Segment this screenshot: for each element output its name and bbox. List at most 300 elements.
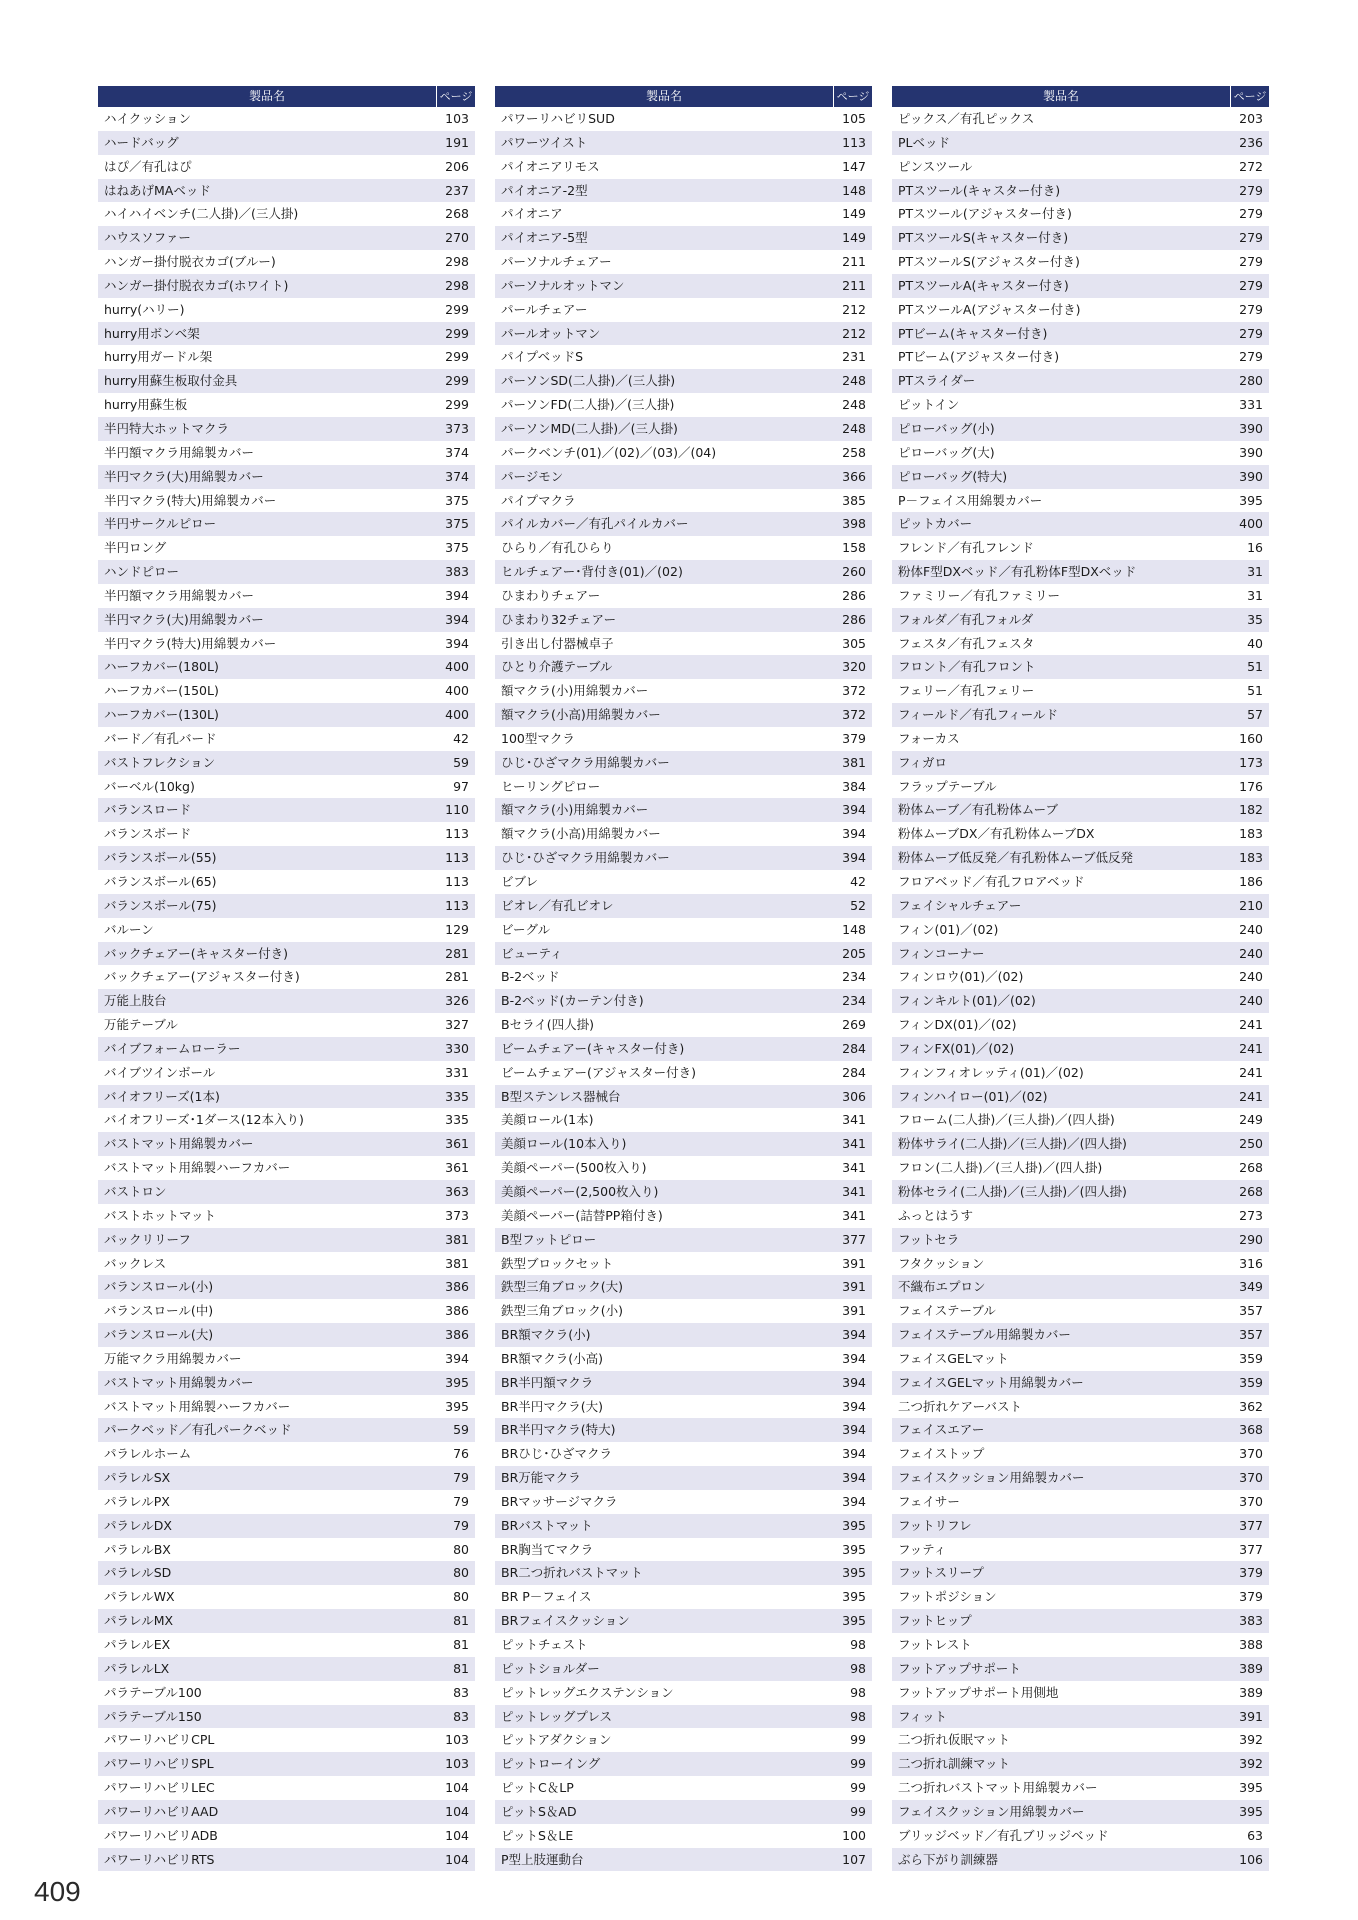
product-name: ピットショルダー <box>501 1660 600 1676</box>
product-name: ハンドピロー <box>104 564 180 580</box>
table-row <box>98 1371 475 1395</box>
product-name: B型フットピロー <box>501 1231 597 1247</box>
product-name: 美顔ペーパー(2,500枚入り) <box>501 1183 659 1199</box>
product-name: フェイシャルチェアー <box>898 897 1022 913</box>
table-row <box>98 1180 475 1204</box>
product-name: ビオレ／有孔ビオレ <box>501 897 614 913</box>
table-row <box>495 965 872 989</box>
table-row <box>892 536 1269 560</box>
page-ref: 272 <box>1239 158 1263 174</box>
product-name: 半円マクラ(特大)用綿製カバー <box>104 492 277 508</box>
table-row <box>892 1061 1269 1085</box>
product-name: ピローバッグ(特大) <box>898 468 1008 484</box>
page-ref: 79 <box>453 1470 469 1486</box>
page-ref: 389 <box>1239 1660 1263 1676</box>
page-ref: 234 <box>842 969 866 985</box>
table-row <box>98 107 475 131</box>
product-name: フィット <box>898 1708 948 1724</box>
page-ref: 394 <box>842 826 866 842</box>
table-row <box>98 393 475 417</box>
product-name: フェイスGELマット <box>898 1350 1009 1366</box>
product-name: BR二つ折れバストマット <box>501 1565 643 1581</box>
table-row <box>98 632 475 656</box>
product-name: パイオニア <box>501 206 563 222</box>
product-name: 美顔ペーパー(詰替PP箱付き) <box>501 1207 663 1223</box>
product-name: パイルカバー／有孔パイルカバー <box>501 516 689 532</box>
product-name: フィガロ <box>898 754 948 770</box>
page-ref: 394 <box>842 802 866 818</box>
table-row <box>892 1490 1269 1514</box>
product-name: フェイステーブル <box>898 1303 996 1319</box>
product-name: フットアップサポート <box>898 1660 1021 1676</box>
page-ref: 299 <box>445 373 469 389</box>
product-name: 二つ折れバストマット用綿製カバー <box>898 1780 1098 1796</box>
table-row <box>495 274 872 298</box>
page-ref: 98 <box>850 1637 866 1652</box>
page-ref: 395 <box>842 1541 866 1557</box>
table-row <box>98 179 475 203</box>
page-ref: 279 <box>1239 182 1263 198</box>
product-name: BR半円マクラ(大) <box>501 1398 604 1414</box>
page-ref: 103 <box>445 111 469 126</box>
page-ref: 212 <box>842 301 866 317</box>
table-row <box>892 989 1269 1013</box>
page-ref: 240 <box>1239 993 1263 1009</box>
table-row <box>892 345 1269 369</box>
page-ref: 113 <box>445 826 469 842</box>
table-row <box>98 1657 475 1681</box>
page-ref: 149 <box>842 206 866 222</box>
table-row <box>495 131 872 155</box>
table-row <box>495 1275 872 1299</box>
table-row <box>892 1705 1269 1729</box>
product-name: ピットアダクション <box>501 1732 612 1748</box>
table-row <box>98 202 475 226</box>
table-row <box>495 703 872 727</box>
page-ref: 306 <box>842 1088 866 1104</box>
page-ref: 241 <box>1239 1088 1263 1104</box>
page-ref: 298 <box>445 254 469 270</box>
page-ref: 374 <box>445 468 469 484</box>
table-row <box>892 1132 1269 1156</box>
page-ref: 80 <box>453 1589 469 1605</box>
product-name: バストフレクション <box>104 754 216 770</box>
page-ref: 400 <box>445 707 469 723</box>
table-row <box>892 1371 1269 1395</box>
product-name: ハンガー掛付脱衣カゴ(ホワイト) <box>104 277 289 293</box>
table-row <box>98 1681 475 1705</box>
page-ref: 279 <box>1239 206 1263 222</box>
product-name: 額マクラ(小)用綿製カバー <box>501 802 649 818</box>
product-name: ブリッジベッド／有孔ブリッジベッド <box>898 1827 1109 1843</box>
table-row <box>495 1061 872 1085</box>
page-ref: 398 <box>842 516 866 532</box>
page-ref: 305 <box>842 635 866 651</box>
table-row <box>892 1108 1269 1132</box>
product-name: Bセライ(四人掛) <box>501 1017 594 1033</box>
page-ref: 104 <box>445 1851 469 1867</box>
page-ref: 375 <box>445 516 469 532</box>
product-name: 引き出し付器械卓子 <box>501 635 614 651</box>
page-ref: 52 <box>850 897 866 913</box>
table-row <box>495 1752 872 1776</box>
product-name: フローム(二人掛)／(三人掛)／(四人掛) <box>898 1112 1115 1128</box>
product-name: PTスツールA(アジャスター付き) <box>898 301 1081 317</box>
table-row <box>495 1228 872 1252</box>
product-name: フェイストップ <box>898 1446 985 1462</box>
table-row <box>495 1252 872 1276</box>
table-row <box>892 489 1269 513</box>
table-row <box>892 751 1269 775</box>
product-name: バストマット用綿製ハーフカバー <box>104 1160 291 1176</box>
header-product-name: 製品名 <box>1042 89 1079 103</box>
product-name: 半円マクラ(大)用綿製カバー <box>104 611 264 627</box>
product-name: バックレス <box>104 1255 167 1271</box>
product-name: フェイスクッション用綿製カバー <box>898 1470 1085 1486</box>
product-index-column-1 <box>98 86 475 1871</box>
page-ref: 394 <box>842 1493 866 1509</box>
page-ref: 81 <box>453 1613 469 1629</box>
table-row <box>892 584 1269 608</box>
page-ref: 374 <box>445 444 469 460</box>
page-ref: 341 <box>842 1207 866 1223</box>
product-name: バランスロール(大) <box>104 1327 214 1343</box>
page-ref: 211 <box>842 254 866 270</box>
page-ref: 42 <box>453 730 469 746</box>
page-ref: 35 <box>1247 611 1263 627</box>
table-row <box>495 1156 872 1180</box>
table-row <box>98 1204 475 1228</box>
table-row <box>892 1776 1269 1800</box>
page-ref: 320 <box>842 659 866 675</box>
product-name: バルーン <box>104 921 154 937</box>
product-name: PTビーム(キャスター付き) <box>898 325 1048 341</box>
product-name: BRバストマット <box>501 1517 593 1533</box>
page-ref: 231 <box>842 349 866 365</box>
table-row <box>495 250 872 274</box>
page-ref: 286 <box>842 587 866 603</box>
table-row <box>495 1705 872 1729</box>
page-ref: 284 <box>842 1064 866 1080</box>
page-ref: 191 <box>445 134 469 150</box>
table-row <box>892 1609 1269 1633</box>
product-name: パーソナルオットマン <box>501 277 625 293</box>
page-ref: 83 <box>453 1684 469 1700</box>
page-ref: 368 <box>1239 1422 1263 1438</box>
page-ref: 299 <box>445 301 469 317</box>
table-row <box>892 822 1269 846</box>
product-name: パージモン <box>501 468 564 484</box>
product-name: フェリー／有孔フェリー <box>898 683 1035 699</box>
page-ref: 281 <box>445 945 469 961</box>
page-ref: 31 <box>1247 564 1263 580</box>
product-name: はぴ／有孔はぴ <box>104 158 192 174</box>
page-ref: 63 <box>1247 1827 1263 1843</box>
product-name: 半円額マクラ用綿製カバー <box>104 444 255 460</box>
product-name: ピットローイング <box>501 1756 601 1772</box>
product-name: バストマット用綿製ハーフカバー <box>104 1398 291 1414</box>
table-row <box>892 846 1269 870</box>
product-name: パーソンMD(二人掛)／(三人掛) <box>501 420 678 436</box>
table-row <box>495 1609 872 1633</box>
page-ref: 331 <box>445 1064 469 1080</box>
product-name: ピットカバー <box>898 516 973 532</box>
table-row <box>98 1466 475 1490</box>
page-ref: 394 <box>445 587 469 603</box>
table-row <box>98 942 475 966</box>
product-name: パラレルSD <box>104 1565 172 1581</box>
product-name: ピローバッグ(大) <box>898 444 995 460</box>
table-row <box>892 1085 1269 1109</box>
table-row <box>98 727 475 751</box>
product-name: ひらり／有孔ひらり <box>501 540 614 556</box>
page-ref: 129 <box>445 921 469 937</box>
table-row <box>495 798 872 822</box>
page-ref: 268 <box>445 206 469 222</box>
product-name: パワーリハビリSPL <box>104 1756 214 1772</box>
page-ref: 362 <box>1239 1398 1263 1414</box>
table-row <box>495 1395 872 1419</box>
table-row <box>495 322 872 346</box>
page-ref: 390 <box>1239 444 1263 460</box>
page-ref: 107 <box>842 1851 866 1867</box>
table-row <box>98 894 475 918</box>
page-ref: 147 <box>842 158 866 174</box>
product-name: パーソナルチェアー <box>501 254 612 270</box>
page-ref: 80 <box>453 1541 469 1557</box>
page-ref: 100 <box>842 1827 866 1843</box>
product-name: 万能上肢台 <box>104 993 167 1009</box>
product-name: フットスリープ <box>898 1565 984 1581</box>
page-ref: 16 <box>1247 540 1263 556</box>
page-ref: 298 <box>445 277 469 293</box>
table-row <box>892 1561 1269 1585</box>
table-row <box>98 1061 475 1085</box>
product-name: PTスツールS(キャスター付き) <box>898 230 1069 246</box>
product-name: バランスボール(75) <box>104 897 217 913</box>
table-row <box>495 1371 872 1395</box>
product-name: フェイスエアー <box>898 1422 985 1438</box>
page-ref: 183 <box>1239 826 1263 842</box>
product-name: パラレルWX <box>104 1589 175 1605</box>
page-ref: 269 <box>842 1017 866 1033</box>
table-row <box>495 608 872 632</box>
page-ref: 316 <box>1239 1255 1263 1271</box>
product-name: パワーリハビリCPL <box>104 1732 215 1748</box>
page-ref: 31 <box>1247 587 1263 603</box>
page-ref: 160 <box>1239 730 1263 746</box>
page-ref: 186 <box>1239 874 1263 889</box>
page-ref: 361 <box>445 1136 469 1152</box>
product-name: 万能テーブル <box>104 1017 178 1033</box>
table-row <box>495 1108 872 1132</box>
table-row <box>98 155 475 179</box>
page-ref: 240 <box>1239 921 1263 937</box>
product-name: フィンロウ(01)／(02) <box>898 969 1024 985</box>
page-ref: 392 <box>1239 1732 1263 1748</box>
table-row <box>98 751 475 775</box>
product-name: BRマッサージマクラ <box>501 1493 618 1509</box>
page-ref: 103 <box>445 1756 469 1772</box>
page-ref: 279 <box>1239 301 1263 317</box>
table-row <box>98 989 475 1013</box>
product-name: バストマット用綿製カバー <box>104 1136 254 1152</box>
table-row <box>495 775 872 799</box>
table-row <box>495 942 872 966</box>
table-row <box>892 798 1269 822</box>
table-row <box>495 1848 872 1872</box>
table-row <box>98 1347 475 1371</box>
header-page: ページ <box>1230 86 1269 107</box>
table-row <box>495 1132 872 1156</box>
product-name: フットリフレ <box>898 1517 972 1533</box>
product-name: フラップテーブル <box>898 778 997 794</box>
header-page: ページ <box>833 86 872 107</box>
page-ref: 386 <box>445 1327 469 1343</box>
page-ref: 104 <box>445 1803 469 1819</box>
page-ref: 395 <box>842 1565 866 1581</box>
table-row <box>892 608 1269 632</box>
table-row <box>98 846 475 870</box>
table-row <box>495 1085 872 1109</box>
product-name: パラレルDX <box>104 1517 172 1533</box>
table-row <box>98 1824 475 1848</box>
page-ref: 395 <box>1239 1780 1263 1796</box>
table-row <box>892 894 1269 918</box>
page-ref: 377 <box>1239 1517 1263 1533</box>
table-row <box>98 322 475 346</box>
product-name: フィンFX(01)／(02) <box>898 1040 1015 1056</box>
page-ref: 394 <box>445 611 469 627</box>
product-name: フェイサー <box>898 1493 960 1509</box>
product-name: 鉄型三角ブロック(小) <box>501 1303 624 1319</box>
table-row <box>98 512 475 536</box>
header-product-name: 製品名 <box>645 89 682 103</box>
page-ref: 212 <box>842 325 866 341</box>
page-ref: 270 <box>445 230 469 246</box>
table-row <box>98 703 475 727</box>
table-row <box>892 1252 1269 1276</box>
product-name: フェスタ／有孔フェスタ <box>898 635 1035 651</box>
product-name: ピットレッグエクステンション <box>501 1684 674 1700</box>
page-ref: 357 <box>1239 1303 1263 1319</box>
table-row <box>98 1585 475 1609</box>
table-row <box>495 1490 872 1514</box>
table-row <box>892 274 1269 298</box>
page-ref: 260 <box>842 564 866 580</box>
table-row <box>892 465 1269 489</box>
table-row <box>98 417 475 441</box>
product-name: パークベンチ(01)／(02)／(03)／(04) <box>501 444 717 460</box>
page-ref: 279 <box>1239 325 1263 341</box>
product-name: B型ステンレス器械台 <box>501 1088 621 1104</box>
table-row <box>892 1323 1269 1347</box>
page-ref: 394 <box>445 1350 469 1366</box>
table-row <box>98 655 475 679</box>
table-row <box>892 560 1269 584</box>
table-row <box>892 417 1269 441</box>
product-name: パラレルEX <box>104 1637 171 1652</box>
table-row <box>892 1395 1269 1419</box>
page-ref: 395 <box>842 1613 866 1629</box>
page-ref: 359 <box>1239 1374 1263 1390</box>
product-name: フロン(二人掛)／(三人掛)／(四人掛) <box>898 1160 1103 1176</box>
page-ref: 394 <box>842 1327 866 1343</box>
table-row <box>495 584 872 608</box>
page-ref: 389 <box>1239 1684 1263 1700</box>
product-name: BR額マクラ(小) <box>501 1327 591 1343</box>
page-ref: 388 <box>1239 1637 1263 1652</box>
table-row <box>495 202 872 226</box>
product-name: 美顔ペーパー(500枚入り) <box>501 1160 647 1176</box>
page-ref: 59 <box>453 754 469 770</box>
page-ref: 273 <box>1239 1207 1263 1223</box>
product-name: ビームチェアー(アジャスター付き) <box>501 1064 697 1080</box>
table-row <box>892 512 1269 536</box>
table-row <box>98 608 475 632</box>
table-row <box>495 369 872 393</box>
page-ref: 97 <box>453 778 469 794</box>
product-name: パーソンSD(二人掛)／(三人掛) <box>501 373 676 389</box>
product-name: フットセラ <box>898 1231 960 1247</box>
table-row <box>892 1442 1269 1466</box>
product-name: ひじ･ひざマクラ用綿製カバー <box>501 850 670 866</box>
table-row <box>892 1538 1269 1562</box>
page-ref: 206 <box>445 158 469 174</box>
table-row <box>98 1776 475 1800</box>
page-ref: 104 <box>445 1827 469 1843</box>
product-name: 不織布エプロン <box>898 1279 986 1295</box>
page-ref: 366 <box>842 468 866 484</box>
product-name: ハーフカバー(180L) <box>104 659 219 675</box>
page-ref: 99 <box>850 1780 866 1796</box>
product-name: ひまわりチェアー <box>501 587 601 603</box>
table-row <box>98 250 475 274</box>
product-name: フェイスクッション用綿製カバー <box>898 1803 1085 1819</box>
table-row <box>495 751 872 775</box>
product-name: パラレルSX <box>104 1470 171 1486</box>
page-ref: 249 <box>1239 1112 1263 1128</box>
header-page: ページ <box>436 86 475 107</box>
table-row <box>495 1013 872 1037</box>
product-name: BRフェイスクッション <box>501 1613 630 1629</box>
product-name: パワーリハビリLEC <box>104 1780 215 1796</box>
page-ref: 394 <box>842 1446 866 1462</box>
page-ref: 381 <box>842 754 866 770</box>
page-ref: 42 <box>850 874 866 889</box>
page-ref: 395 <box>842 1517 866 1533</box>
page-ref: 51 <box>1247 659 1263 675</box>
page-ref: 79 <box>453 1517 469 1533</box>
product-name: 半円額マクラ用綿製カバー <box>104 587 255 603</box>
page-ref: 395 <box>1239 1803 1263 1819</box>
table-row <box>98 965 475 989</box>
page-ref: 394 <box>842 1422 866 1438</box>
table-row <box>892 1228 1269 1252</box>
page-ref: 81 <box>453 1660 469 1676</box>
product-name: パイオニア-2型 <box>501 182 588 198</box>
table-row <box>98 1395 475 1419</box>
table-row <box>892 632 1269 656</box>
page-ref: 400 <box>445 683 469 699</box>
table-row <box>495 1514 872 1538</box>
page-ref: 104 <box>445 1780 469 1796</box>
table-row <box>495 1824 872 1848</box>
product-name: フロアベッド／有孔フロアベッド <box>898 874 1085 889</box>
page-ref: 370 <box>1239 1446 1263 1462</box>
product-name: バックリリーフ <box>104 1231 191 1247</box>
product-name: P型上肢運動台 <box>501 1851 584 1867</box>
